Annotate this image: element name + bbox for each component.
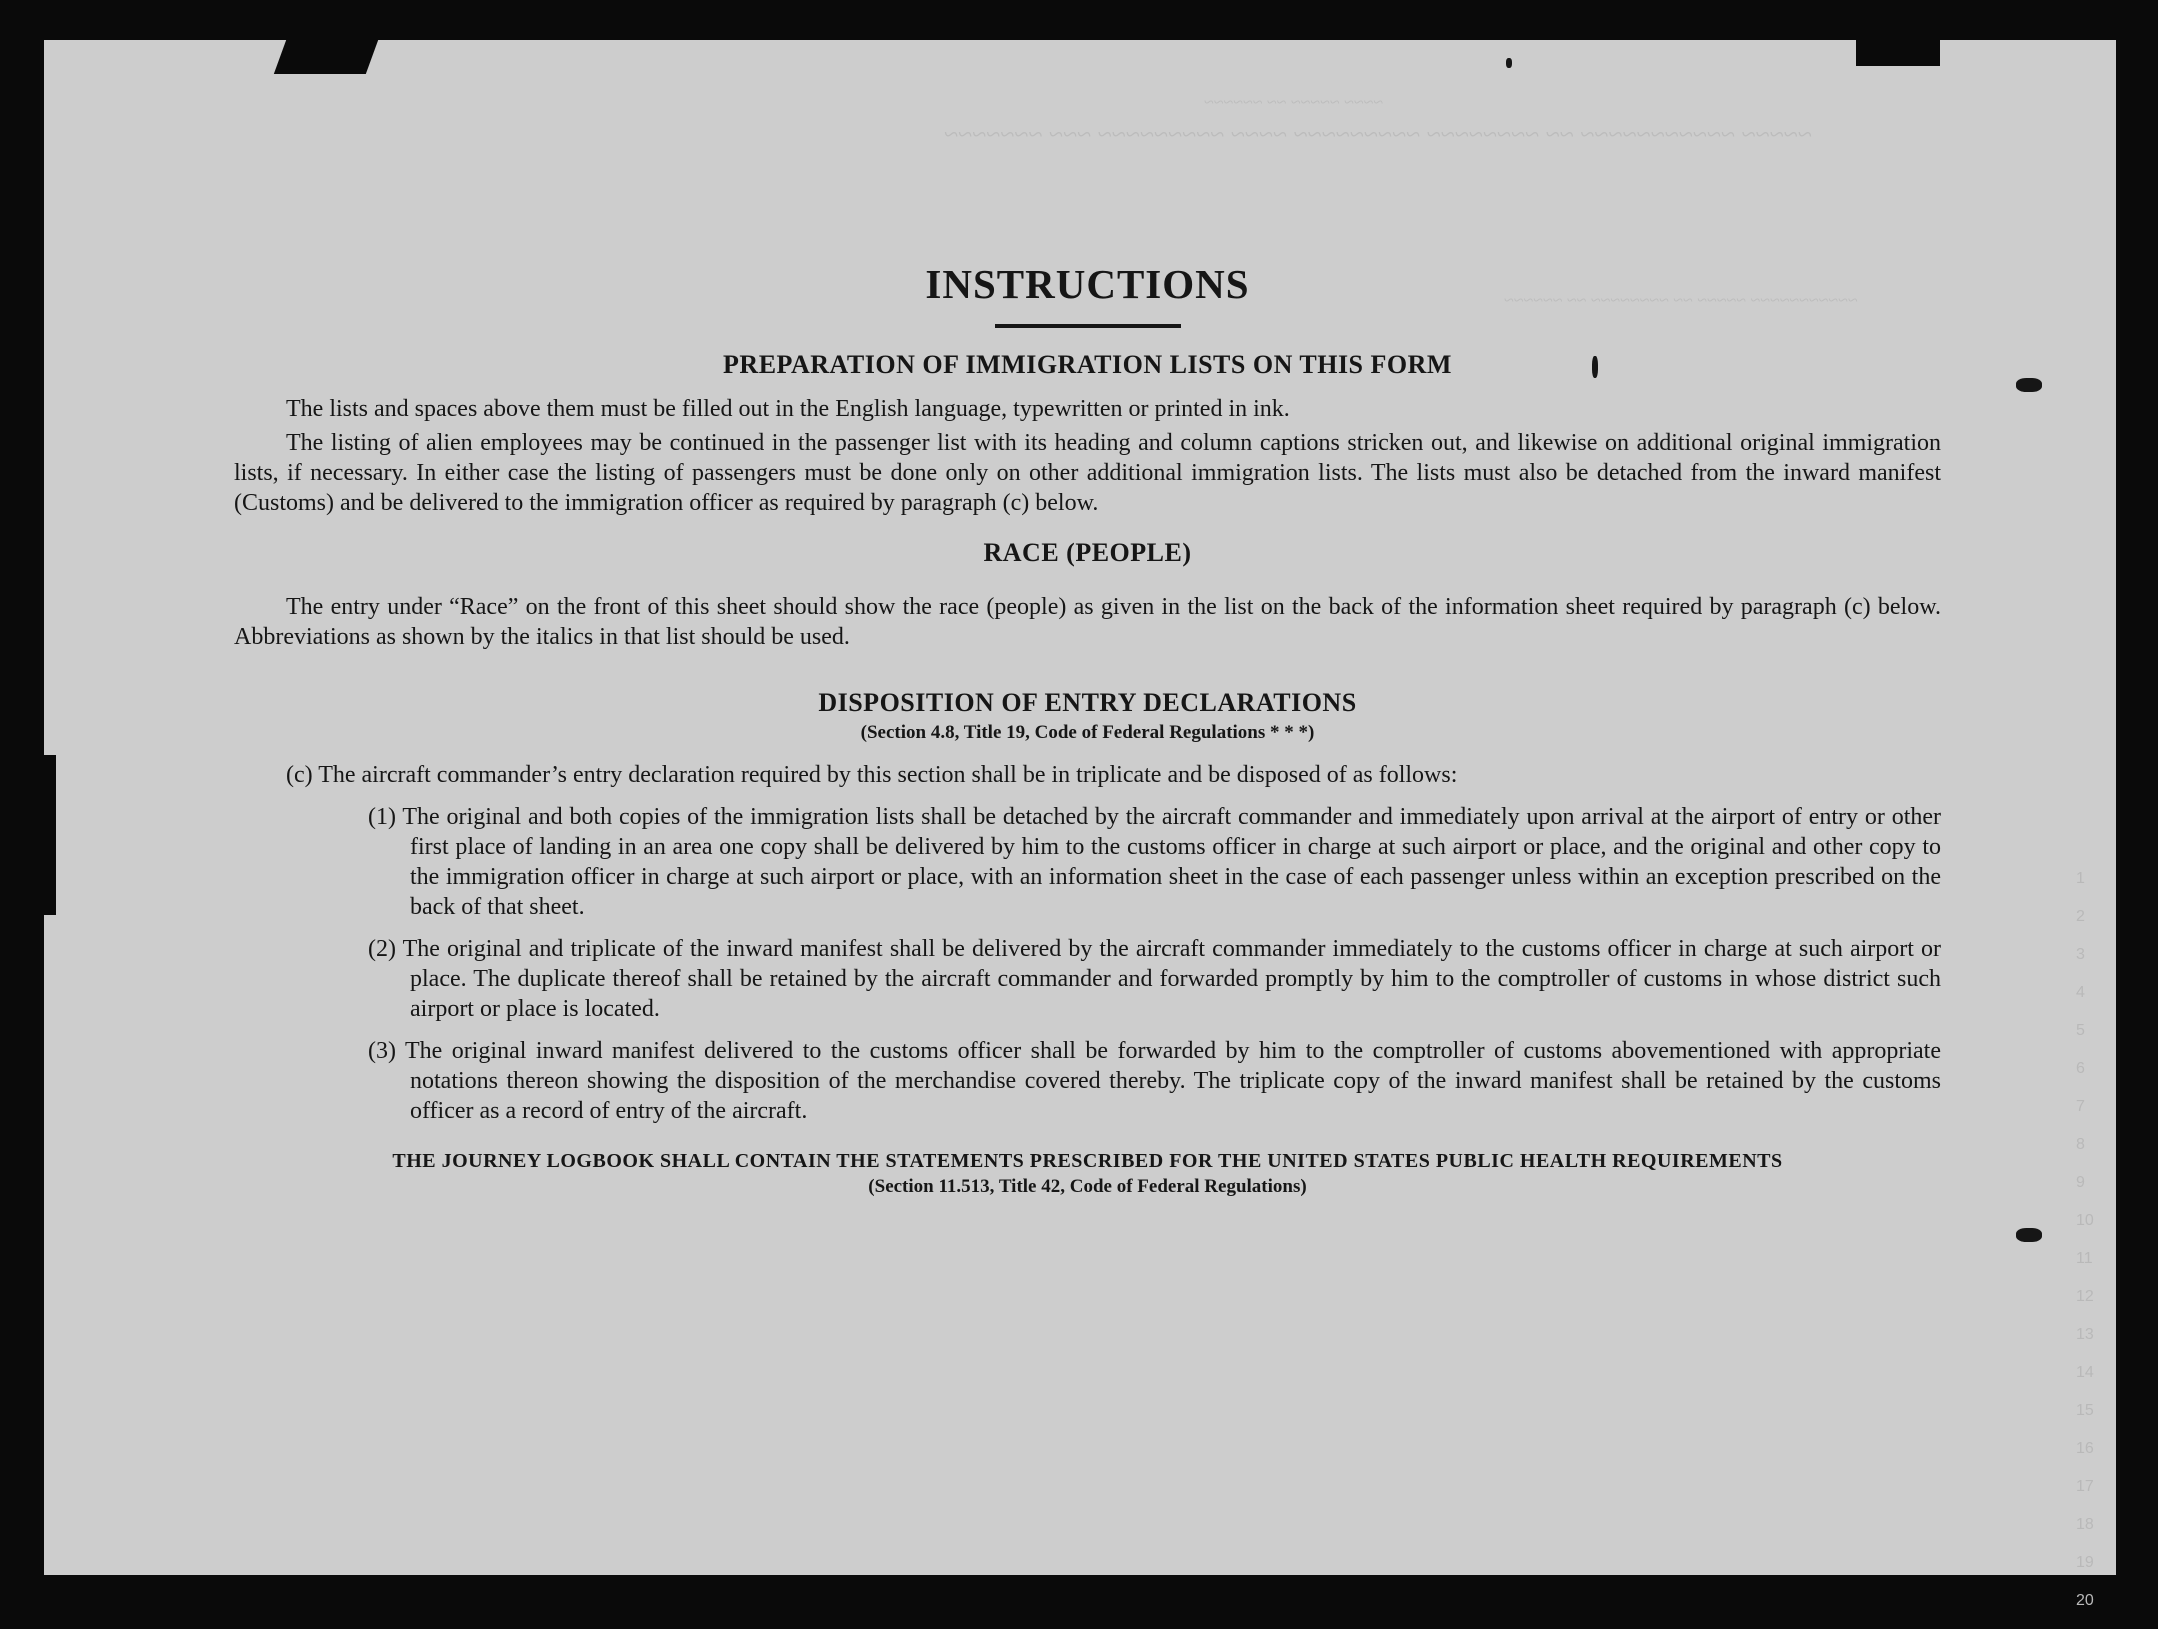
- ink-mark: [2016, 1228, 2042, 1242]
- list-item: (2) The original and triplicate of the inward manifest shall be delivered by the aircraft commander immediately to the customs officer in charge at such airport or place. The duplicate thereof shall be retained by the aircraft commander and forwarded promptly by him to the comptroller of customs in whose district such airport or place is located.: [368, 936, 1941, 1022]
- ink-mark: [2016, 378, 2042, 392]
- margin-ruling: 1 2 3 4 5 6 7 8 9 10 11 12 13 14 15 16 17 18 19 20: [2076, 870, 2094, 1609]
- list-item: (3) The original inward manifest delivered to the customs officer shall be forwarded by him to the comptroller of customs abovementioned with appropriate notations thereon showing the disposition of the merchandise covered thereby. The triplicate copy of the inward manifest shall be retained by the customs officer as a record of entry of the aircraft.: [368, 1038, 1941, 1124]
- torn-edge-left: [44, 755, 56, 915]
- torn-edge-top-left: [274, 40, 378, 74]
- bleed-through-text: ~~~~~ ~~~~~~~~~~~ ~~ ~~~~~~~~ ~~~~~~~~~ ~~~~ ~~~~~~~~~ ~~~ ~~~~~~~: [944, 120, 1812, 149]
- bleed-through-text: ~~~~~~~~~~~ ~~~~~ ~~ ~~~~~~~~ ~~ ~~~~~~: [1504, 290, 1858, 310]
- instructions-content: [234, 260, 1941, 1200]
- paragraph: The listing of alien employees may be continued in the passenger list with its heading and column captions stricken out, and likewise on additional original immigration lists, if necessary. In either case the listing of passengers must be done only on other additional immigration lists. The lists must also be detached from the inward manifest (Customs) and be delivered to the immigration officer as required by paragraph (c) below.: [234, 430, 1941, 516]
- ink-mark: [1506, 58, 1512, 68]
- page-title: INSTRUCTIONS: [925, 261, 1250, 307]
- footer-statement: THE JOURNEY LOGBOOK SHALL CONTAIN THE STATEMENTS PRESCRIBED FOR THE UNITED STATES PUBLIC HEALTH REQUIREMENTS: [392, 1150, 1783, 1172]
- section-heading-preparation: PREPARATION OF IMMIGRATION LISTS ON THIS FORM: [723, 350, 1452, 379]
- section-heading-race: RACE (PEOPLE): [983, 538, 1192, 567]
- bleed-through-text: ~~~~ ~~~~~ ~~ ~~~~~~: [1204, 92, 1384, 112]
- paragraph: The entry under “Race” on the front of this sheet should show the race (people) as given in the list on the back of the information sheet required by paragraph (c) below. Abbreviations as shown by the italics in that list should be used.: [234, 594, 1941, 650]
- section-subheading: (Section 4.8, Title 19, Code of Federal Regulations * * *): [860, 722, 1315, 743]
- paragraph-c-intro: (c) The aircraft commander’s entry declaration required by this section shall be in triplicate and be disposed of as follows:: [286, 762, 1458, 788]
- document-page: [44, 40, 2116, 1609]
- paragraph: The lists and spaces above them must be filled out in the English language, typewritten or printed in ink.: [286, 396, 1290, 422]
- torn-edge-top-right: [1856, 40, 1940, 66]
- list-item: (1) The original and both copies of the immigration lists shall be detached by the aircraft commander and immediately upon arrival at the airport of entry or other first place of landing in an area one copy shall be delivered by him to the customs officer in charge at such airport or place, and the original and other copy to the immigration officer in charge at such airport or place, with an information sheet in the case of each passenger unless within an exception prescribed on the back of that sheet.: [368, 804, 1941, 920]
- footer-citation: (Section 11.513, Title 42, Code of Federal Regulations): [868, 1176, 1307, 1197]
- section-heading-disposition: DISPOSITION OF ENTRY DECLARATIONS: [818, 688, 1357, 717]
- title-underline: [995, 324, 1181, 328]
